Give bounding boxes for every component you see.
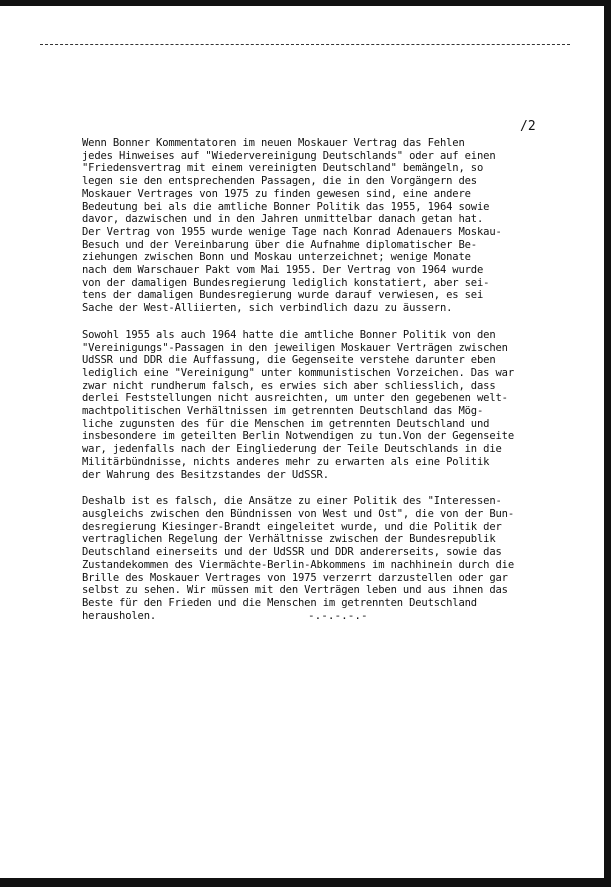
text-line: war, jedenfalls nach der Eingliederung der Teile Deutschlands in die <box>82 443 502 456</box>
text-line: Beste für den Frieden und die Menschen im getrennten Deutschland <box>82 596 477 609</box>
end-mark: -.-.-.-.- <box>308 609 368 622</box>
text-line: herausholen. <box>82 609 157 622</box>
text-line: Moskauer Vertrages von 1975 zu finden gewesen sind, eine andere <box>82 187 471 200</box>
scan-border-right <box>604 0 611 887</box>
text-line: nach dem Warschauer Pakt vom Mai 1955. Der Vertrag von 1964 wurde <box>82 264 484 277</box>
text-line: tens der damaligen Bundesregierung wurde darauf verwiesen, es sei <box>82 289 484 302</box>
text-line: Bedeutung bei als die amtliche Bonner Politik das 1955, 1964 sowie <box>82 200 490 213</box>
text-line: ziehungen zwischen Bonn und Moskau unterzeichnet; wenige Monate <box>82 251 471 264</box>
text-line: insbesondere im geteilten Berlin Notwendigen zu tun.Von der Gegenseite <box>82 430 515 443</box>
scan-border-bottom <box>0 878 611 887</box>
text-line: desregierung Kiesinger-Brandt eingeleitet wurde, und die Politik der <box>82 520 502 533</box>
text-line: von der damaligen Bundesregierung lediglich konstatiert, aber sei- <box>82 276 490 289</box>
header-dashed-rule <box>40 44 570 45</box>
text-line: jedes Hinweises auf "Wiedervereinigung Deutschlands" oder auf einen <box>82 149 496 162</box>
text-line: "Vereinigungs"-Passagen in den jeweiligen Moskauer Verträgen zwischen <box>82 341 508 354</box>
text-line: der Wahrung des Besitzstandes der UdSSR. <box>82 468 329 481</box>
text-line: Sowohl 1955 als auch 1964 hatte die amtliche Bonner Politik von den <box>82 328 496 341</box>
text-line: derlei Feststellungen nicht ausreichten, um unter den gegebenen welt- <box>82 392 508 405</box>
text-line: "Friedensvertrag mit einem vereinigten Deutschland" bemängeln, so <box>82 162 484 175</box>
text-line: Militärbündnisse, nichts anderes mehr zu erwarten als eine Politik <box>82 455 490 468</box>
text-line: ausgleichs zwischen den Bündnissen von West und Ost", die von der Bun- <box>82 507 515 520</box>
text-line: Der Vertrag von 1955 wurde wenige Tage nach Konrad Adenauers Moskau- <box>82 225 502 238</box>
text-line: Deutschland einerseits und der UdSSR und DDR andererseits, sowie das <box>82 546 502 559</box>
paragraph-1 <box>82 137 582 315</box>
text-line: Wenn Bonner Kommentatoren im neuen Moskauer Vertrag das Fehlen <box>82 137 465 149</box>
text-line: Brille des Moskauer Vertrages von 1975 verzerrt darzustellen oder gar <box>82 571 508 584</box>
text-line: UdSSR und DDR die Auffassung, die Gegenseite verstehe darunter eben <box>82 354 496 367</box>
text-line: selbst zu sehen. Wir müssen mit den Verträgen leben und aus ihnen das <box>82 584 508 597</box>
body-text <box>82 137 582 636</box>
text-line: machtpolitischen Verhältnissen im getrennten Deutschland das Mög- <box>82 405 484 418</box>
text-line: Besuch und der Vereinbarung über die Aufnahme diplomatischer Be- <box>82 238 477 251</box>
text-line: liche zugunsten des für die Menschen im getrennten Deutschland und <box>82 417 490 430</box>
paragraph-3 <box>82 495 582 622</box>
text-line: vertraglichen Regelung der Verhältnisse zwischen der Bundesrepublik <box>82 533 496 546</box>
page-number: /2 <box>520 119 536 134</box>
text-line: legen sie den entsprechenden Passagen, die in den Vorgängern des <box>82 175 477 188</box>
text-line: lediglich eine "Vereinigung" unter kommunistischen Vorzeichen. Das war <box>82 366 515 379</box>
text-line: zwar nicht rundherum falsch, es erwies sich aber schliesslich, dass <box>82 379 496 392</box>
text-line: Deshalb ist es falsch, die Ansätze zu einer Politik des "Interessen- <box>82 495 502 508</box>
scan-border-top <box>0 0 611 6</box>
text-line: Sache der West-Alliierten, sich verbindlich dazu zu äussern. <box>82 302 453 315</box>
paragraph-2 <box>82 329 582 481</box>
text-line: davor, dazwischen und in den Jahren unmittelbar danach getan hat. <box>82 213 484 226</box>
text-line: Zustandekommen des Viermächte-Berlin-Abkommens im nachhinein durch die <box>82 558 515 571</box>
